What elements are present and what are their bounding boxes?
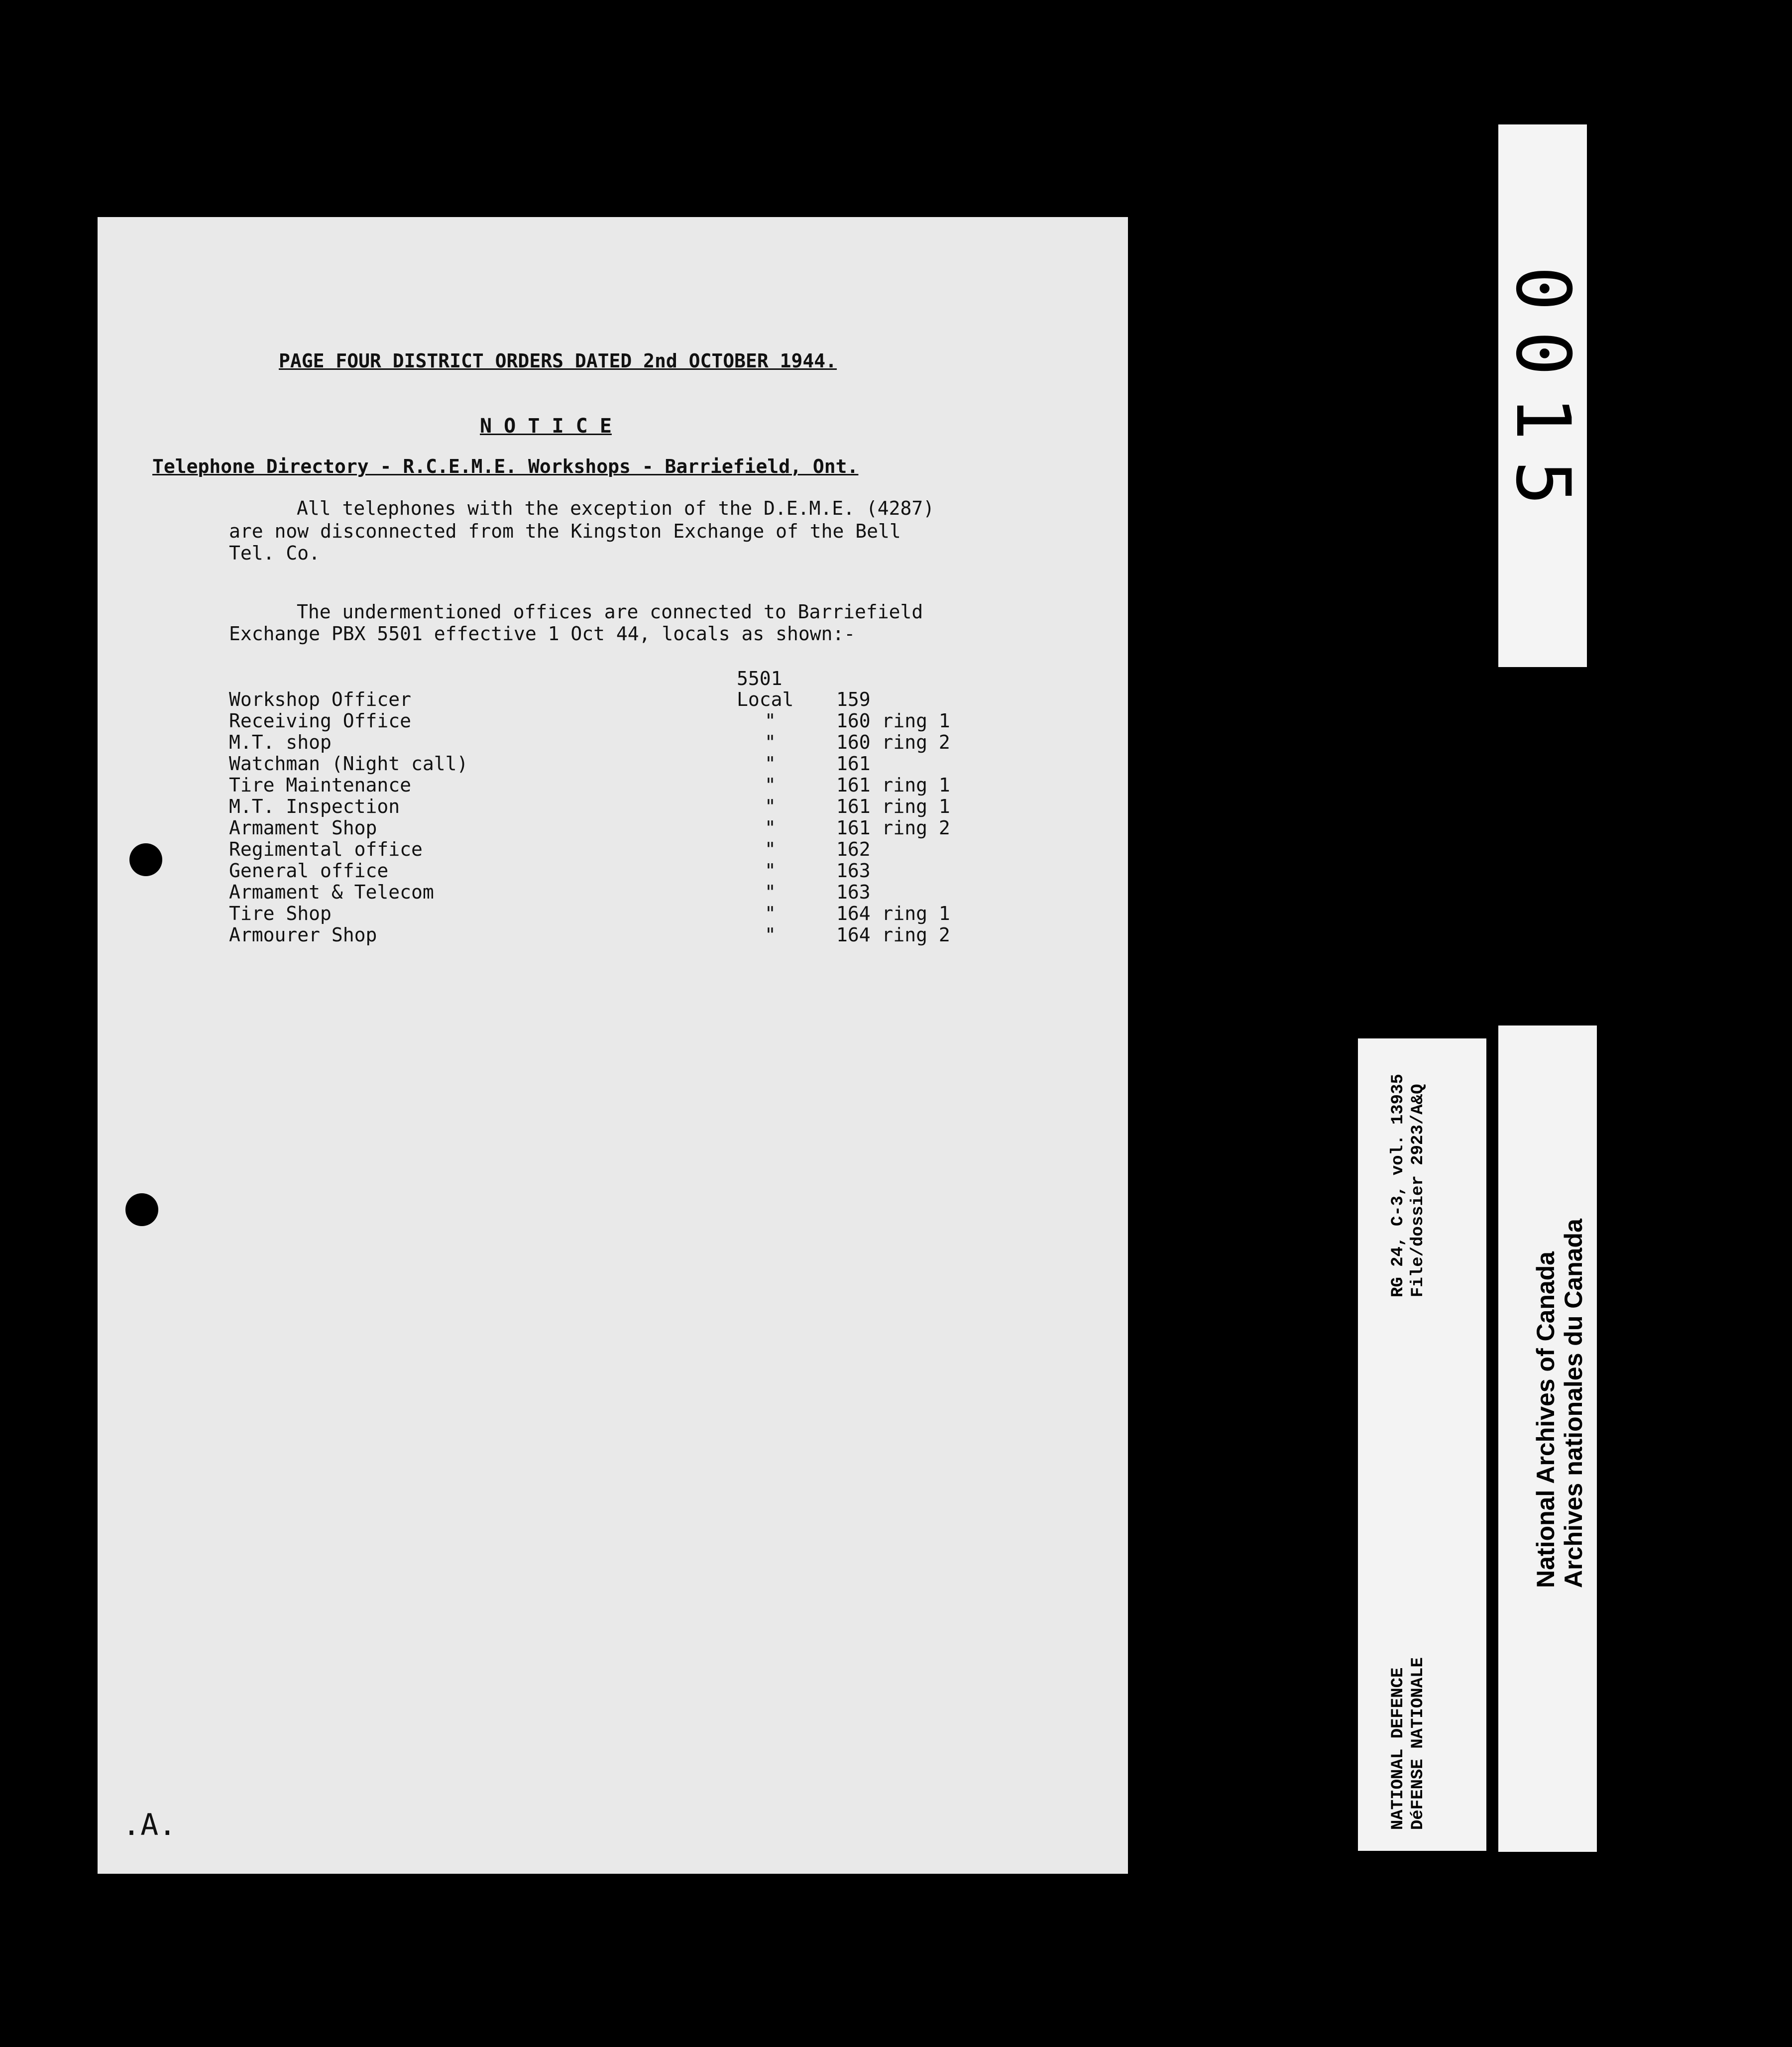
table-local: " [765, 924, 776, 946]
exchange-number: 5501 [737, 668, 783, 689]
archives-name-en: National Archives of Canada [1532, 1251, 1560, 1588]
archives-name-label [1498, 1025, 1597, 1852]
label-line: DéFENSE NATIONALE [1409, 1657, 1428, 1830]
table-office: Armament & Telecom [229, 881, 434, 903]
table-number: 161 [836, 753, 871, 775]
paragraph-line: are now disconnected from the Kingston Exchange of the Bell [229, 520, 901, 542]
table-number: 160 ring 1 [836, 710, 950, 732]
punch-hole [129, 843, 162, 876]
table-office: Armourer Shop [229, 924, 377, 946]
label-reference: File/dossier 2923/A&Q [1409, 1084, 1428, 1297]
table-number: 161 ring 2 [836, 817, 950, 839]
table-local: " [765, 881, 776, 903]
table-office: Workshop Officer [229, 688, 412, 710]
table-number: 164 ring 2 [836, 924, 950, 946]
table-number: 163 [836, 860, 871, 882]
notice-subtitle: Telephone Directory - R.C.E.M.E. Workshops - Barriefield, Ont. [152, 455, 859, 477]
handwritten-mark: .A. [122, 1808, 177, 1842]
table-local: " [765, 731, 776, 753]
archives-name-fr: Archives nationales du Canada [1560, 1219, 1587, 1588]
table-office: Tire Maintenance [229, 774, 412, 796]
paragraph-line: Exchange PBX 5501 effective 1 Oct 44, locals as shown:- [229, 623, 856, 645]
punch-hole [125, 1193, 158, 1226]
table-office: Receiving Office [229, 710, 412, 732]
paragraph-line: Tel. Co. [229, 542, 321, 564]
table-number: 161 ring 1 [836, 796, 950, 817]
page-header: PAGE FOUR DISTRICT ORDERS DATED 2nd OCTOBER 1944. [279, 350, 837, 372]
table-office: Watchman (Night call) [229, 753, 468, 775]
table-number: 162 [836, 838, 871, 860]
table-number: 163 [836, 881, 871, 903]
table-local: " [765, 753, 776, 775]
table-office: General office [229, 860, 389, 882]
frame-number-stamp [1498, 124, 1587, 667]
table-number: 164 ring 1 [836, 903, 950, 924]
label-line: NATIONAL DEFENCE [1389, 1667, 1408, 1830]
table-office: Regimental office [229, 838, 423, 860]
document-page [98, 217, 1128, 1874]
table-local: " [765, 860, 776, 882]
table-number: 161 ring 1 [836, 774, 950, 796]
table-local: Local [737, 688, 794, 710]
table-office: M.T. Inspection [229, 796, 400, 817]
notice-title: N O T I C E [480, 415, 612, 438]
table-local: " [765, 817, 776, 839]
table-local: " [765, 903, 776, 924]
table-local: " [765, 774, 776, 796]
table-office: Tire Shop [229, 903, 332, 924]
table-local: " [765, 796, 776, 817]
table-office: Armament Shop [229, 817, 377, 839]
table-number: 160 ring 2 [836, 731, 950, 753]
table-office: M.T. shop [229, 731, 332, 753]
label-reference: RG 24, C-3, vol. 13935 [1389, 1074, 1408, 1297]
table-number: 159 [836, 688, 871, 710]
table-local: " [765, 838, 776, 860]
frame-number: 0015 [1499, 266, 1586, 526]
paragraph-line: The undermentioned offices are connected to Barriefield [297, 601, 923, 623]
table-local: " [765, 710, 776, 732]
archive-reference-label [1358, 1038, 1486, 1851]
paragraph-line: All telephones with the exception of the D.E.M.E. (4287) [297, 497, 935, 519]
